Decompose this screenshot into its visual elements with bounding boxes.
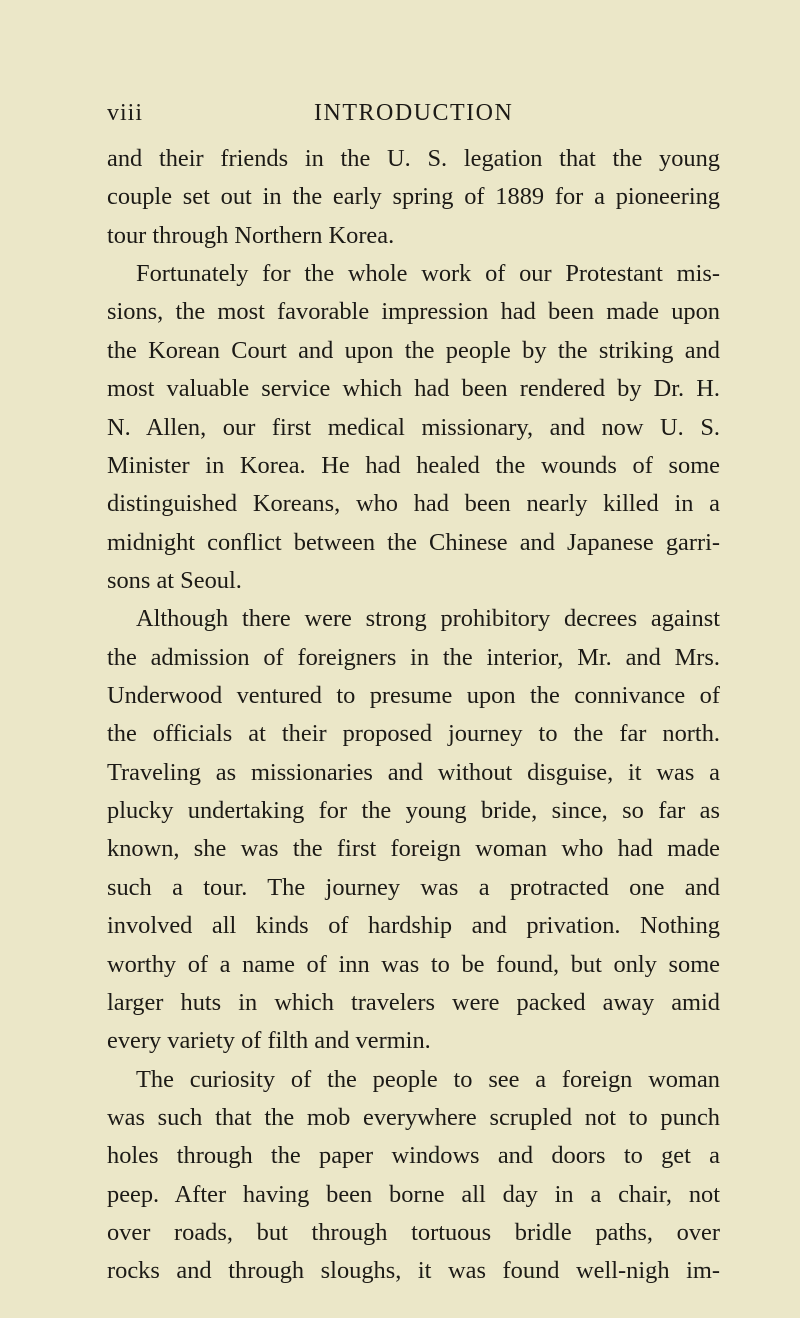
text-line: every variety of filth and vermin. [107, 1027, 431, 1055]
text-line: Fortunately for the whole work of our Protestant mis- [136, 260, 720, 288]
text-line: the admission of foreigners in the interior, Mr. and Mrs. [107, 643, 720, 671]
text-line: larger huts in which travelers were packed away amid [107, 988, 720, 1016]
text-line: plucky undertaking for the young bride, since, so far as [107, 797, 720, 825]
running-head [0, 96, 800, 130]
text-line: rocks and through sloughs, it was found well-nigh im- [107, 1257, 720, 1285]
text-line: sons at Seoul. [107, 566, 242, 594]
text-line: such a tour. The journey was a protracted one and [107, 873, 720, 901]
text-line: Minister in Korea. He had healed the wounds of some [107, 451, 720, 479]
text-line: the Korean Court and upon the people by the striking and [107, 336, 720, 364]
text-line: and their friends in the U. S. legation that the young [107, 145, 720, 172]
running-title: INTRODUCTION [314, 100, 514, 126]
text-line: involved all kinds of hardship and privation. Nothing [107, 912, 720, 940]
text-line: worthy of a name of inn was to be found, but only some [107, 950, 720, 978]
text-line: most valuable service which had been rendered by Dr. H. [107, 375, 720, 403]
text-line: known, she was the first foreign woman who had made [107, 835, 720, 863]
text-line: the officials at their proposed journey to the far north. [107, 720, 720, 748]
text-line: Although there were strong prohibitory decrees against [136, 605, 720, 633]
page-number: viii [107, 100, 144, 126]
body-text [107, 140, 720, 1291]
text-line: N. Allen, our first medical missionary, and now U. S. [107, 413, 720, 441]
text-line: holes through the paper windows and doors to get a [107, 1142, 720, 1170]
text-line: midnight conflict between the Chinese and Japanese garri- [107, 528, 720, 556]
text-line: Traveling as missionaries and without disguise, it was a [107, 758, 720, 786]
text-line: distinguished Koreans, who had been nearly killed in a [107, 490, 720, 518]
text-line: peep. After having been borne all day in a chair, not [107, 1180, 720, 1208]
text-line: The curiosity of the people to see a foreign woman [136, 1065, 720, 1093]
text-line: over roads, but through tortuous bridle paths, over [107, 1219, 720, 1247]
text-line: Underwood ventured to presume upon the connivance of [107, 682, 720, 710]
text-line: sions, the most favorable impression had been made upon [107, 298, 720, 326]
text-line: tour through Northern Korea. [107, 221, 395, 249]
text-line: was such that the mob everywhere scrupled not to punch [107, 1103, 720, 1131]
text-line: couple set out in the early spring of 1889 for a pioneering [107, 183, 720, 211]
